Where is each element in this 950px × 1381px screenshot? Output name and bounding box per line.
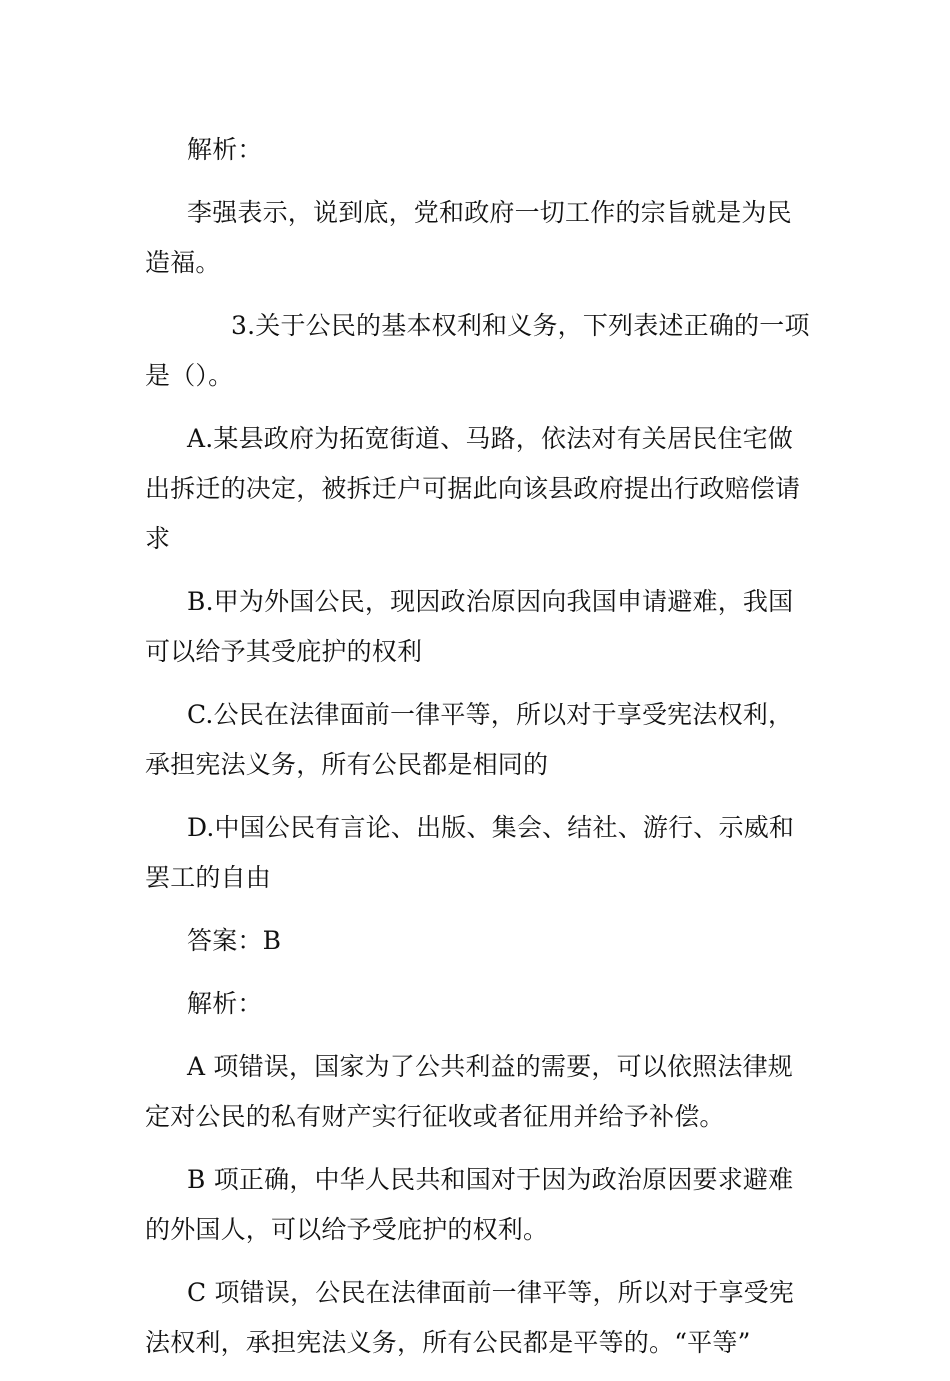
analysis-heading: 解析： (187, 989, 263, 1018)
option-b: B.甲为外国公民，现因政治原因向我国申请避难，我国可以给予其受庇护的权利 (145, 587, 794, 666)
option-a: A.某县政府为拓宽街道、马路，依法对有关居民住宅做出拆迁的决定，被拆迁户可据此向该县政府提出行政赔偿请求 (145, 424, 801, 553)
analysis-item-a: A 项错误，国家为了公共利益的需要，可以依照法律规定对公民的私有财产实行征收或者征用并给予补偿。 (145, 1052, 794, 1131)
analysis-item-c: C 项错误，公民在法律面前一律平等，所以对于享受宪法权利，承担宪法义务，所有公民都是平等的。“平等” (145, 1278, 795, 1357)
analysis-text: 李强表示，说到底，党和政府一切工作的宗旨就是为民造福。 (145, 198, 792, 277)
answer-line: 答案：B (187, 926, 282, 955)
analysis-item-b: B 项正确，中华人民共和国对于因为政治原因要求避难的外国人，可以给予受庇护的权利。 (145, 1165, 794, 1244)
option-c: C.公民在法律面前一律平等，所以对于享受宪法权利，承担宪法义务，所有公民都是相同的 (145, 700, 794, 779)
option-d: D.中国公民有言论、出版、集会、结社、游行、示威和罢工的自由 (145, 813, 795, 892)
question-stem: 3.关于公民的基本权利和义务，下列表述正确的一项是（）。 (145, 311, 810, 390)
document-content (145, 125, 810, 1381)
analysis-heading: 解析： (187, 135, 263, 164)
